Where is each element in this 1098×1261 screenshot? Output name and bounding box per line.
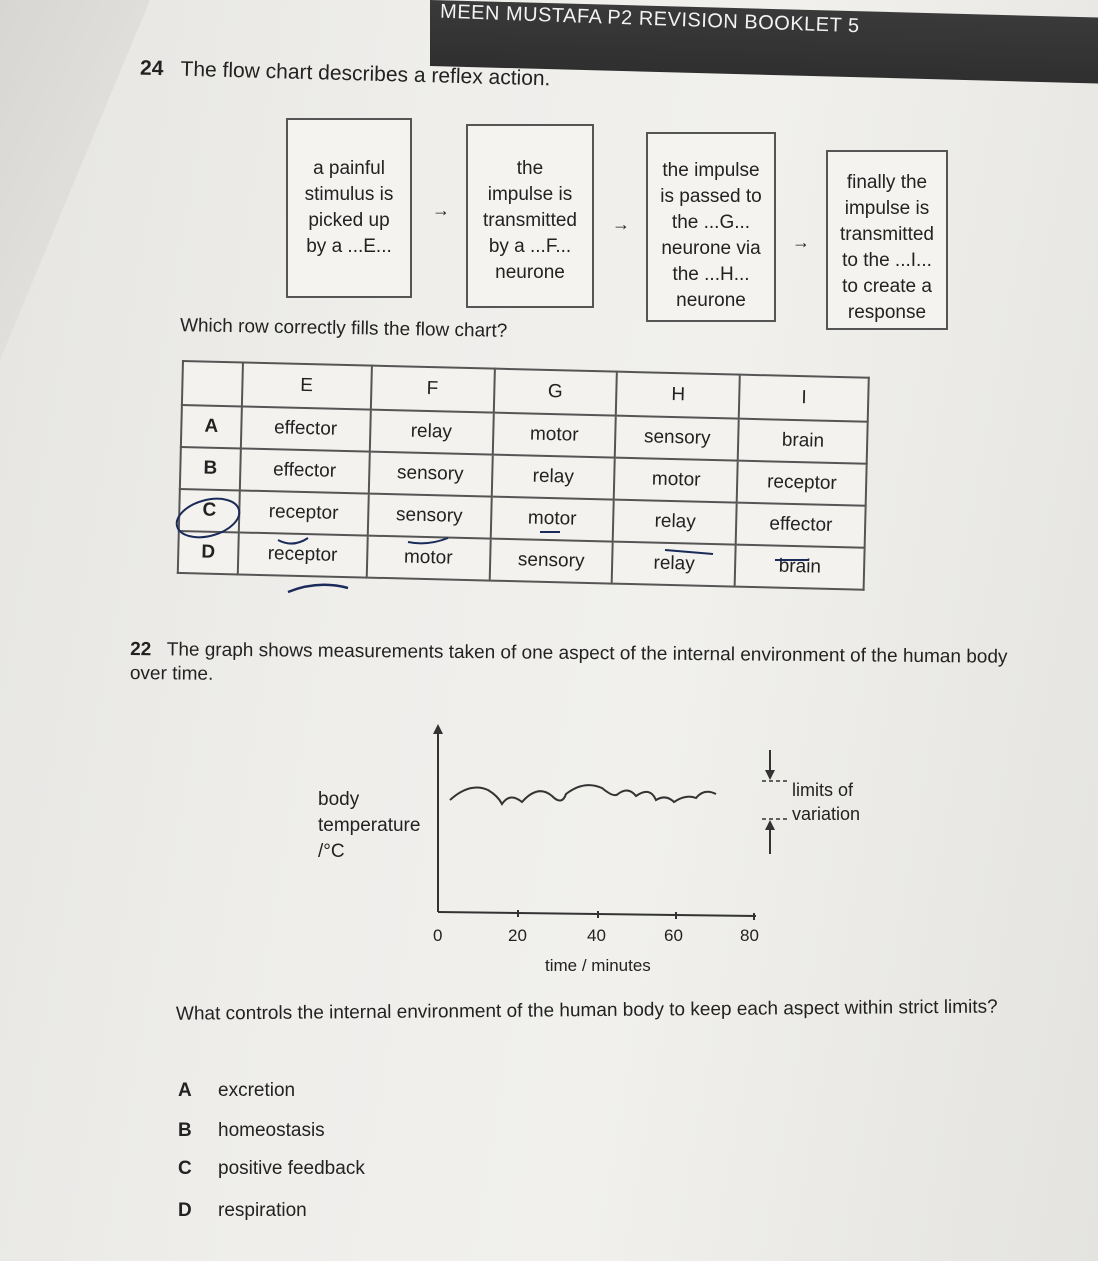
question-number: 24 xyxy=(139,56,164,81)
x-tick-label: 40 xyxy=(587,926,606,945)
flow-box-1 xyxy=(286,118,412,298)
table-cell: effector xyxy=(241,406,371,451)
answer-option[interactable] xyxy=(178,1120,325,1142)
flow-box-line: picked up xyxy=(308,210,390,231)
y-axis-arrow xyxy=(433,724,443,734)
x-tick-label: 0 xyxy=(433,926,443,945)
flow-box-line: response xyxy=(847,302,927,323)
table-cell: relay xyxy=(613,500,737,545)
limits-label xyxy=(792,778,860,826)
y-label-line: body xyxy=(318,789,360,810)
booklet-title: MEEN MUSTAFA P2 REVISION BOOKLET 5 xyxy=(439,0,860,38)
option-letter: B xyxy=(178,1120,192,1141)
table-cell: receptor xyxy=(238,532,368,577)
flow-box-line: transmitted xyxy=(483,210,577,231)
flow-box-line: by a ...E... xyxy=(306,236,392,257)
x-tick-label: 80 xyxy=(740,926,759,945)
flow-box-3 xyxy=(646,132,776,322)
question-text: The flow chart describes a reflex action. xyxy=(180,57,551,91)
flow-box-line: impulse is xyxy=(487,184,573,205)
flow-arrow: → xyxy=(612,214,630,234)
answer-option[interactable] xyxy=(178,1158,365,1180)
flow-box-line: to create a xyxy=(842,276,932,297)
table-header-cell: F xyxy=(370,366,494,413)
table-cell: relay xyxy=(491,455,615,500)
table-cell: motor xyxy=(490,497,614,542)
question-22-stem xyxy=(130,638,1040,694)
question-22-prompt: What controls the internal environment of the human body to keep each aspect within strict limits? xyxy=(175,996,998,1025)
x-tick-label: 20 xyxy=(508,926,527,945)
pen-underline xyxy=(288,585,348,592)
answer-option[interactable] xyxy=(178,1200,307,1222)
pen-underline xyxy=(408,538,448,543)
table-header-cell: I xyxy=(739,375,869,422)
flow-box-line: finally the xyxy=(846,172,928,193)
option-letter: C xyxy=(178,1158,192,1179)
pen-circle-mark xyxy=(172,492,243,543)
limit-arrowhead xyxy=(765,820,775,830)
flow-box-2 xyxy=(466,124,594,308)
flow-box-4 xyxy=(826,150,948,330)
table-cell: effector xyxy=(736,503,866,548)
answer-option[interactable] xyxy=(178,1080,295,1102)
table-cell: relay xyxy=(612,542,736,587)
table-header-cell: H xyxy=(616,372,740,419)
flow-box-line: the impulse xyxy=(662,160,760,181)
table-header-cell xyxy=(182,361,243,406)
option-letter: C xyxy=(179,489,240,532)
table-cell: sensory xyxy=(615,416,739,461)
flow-box-line: neurone xyxy=(676,290,746,311)
flow-box-line: neurone xyxy=(495,262,565,283)
x-tick-label: 60 xyxy=(664,926,683,945)
option-letter: A xyxy=(178,1080,192,1101)
flow-box-line: transmitted xyxy=(840,224,934,245)
graph-x-axis-label: time / minutes xyxy=(545,956,651,975)
option-text: positive feedback xyxy=(218,1158,365,1179)
flow-arrow: → xyxy=(792,232,810,252)
flow-box-line: impulse is xyxy=(844,198,930,219)
flow-box-line: stimulus is xyxy=(304,184,394,205)
option-text: respiration xyxy=(218,1200,307,1221)
option-letter: D xyxy=(178,1200,192,1221)
temperature-graph xyxy=(310,720,790,940)
option-letter: D xyxy=(178,531,239,574)
pen-underline xyxy=(665,550,713,554)
flow-box-line: to the ...I... xyxy=(842,250,932,271)
table-cell: sensory xyxy=(489,539,613,584)
table-cell: sensory xyxy=(367,494,491,539)
flow-box-line: a painful xyxy=(313,158,385,179)
temperature-line xyxy=(450,785,716,804)
table-cell: brain xyxy=(738,419,868,464)
table-header-cell: G xyxy=(493,369,617,416)
flow-box-line: the ...G... xyxy=(671,212,751,233)
table-cell: motor xyxy=(366,536,490,581)
flow-arrow: → xyxy=(432,200,450,220)
table-cell: brain xyxy=(735,545,865,590)
option-text: excretion xyxy=(218,1080,296,1101)
question-number: 22 xyxy=(130,639,152,661)
flow-box-line: the ...H... xyxy=(672,264,750,285)
question-24-prompt: Which row correctly fills the flow chart? xyxy=(179,315,508,342)
table-cell: motor xyxy=(614,458,738,503)
pen-annotations xyxy=(170,488,810,608)
table-cell: effector xyxy=(240,448,370,493)
y-label-line: /°C xyxy=(318,841,345,862)
table-cell: receptor xyxy=(239,490,369,535)
table-header-cell: E xyxy=(242,362,372,409)
limit-arrowhead xyxy=(765,770,775,780)
pen-underline xyxy=(278,538,308,544)
table-cell: receptor xyxy=(737,461,867,506)
flow-box-line: the xyxy=(516,158,544,179)
table-cell: sensory xyxy=(368,452,492,497)
option-letter: A xyxy=(181,405,242,448)
flow-box-line: is passed to xyxy=(660,186,762,207)
page-fold-shadow xyxy=(0,0,150,360)
question-text: The graph shows measurements taken of one aspect of the internal environment of the human body over time. xyxy=(129,639,1008,685)
option-text: homeostasis xyxy=(218,1120,325,1141)
y-label-line: temperature xyxy=(318,815,421,836)
limits-label-line: variation xyxy=(792,804,861,824)
table-cell: relay xyxy=(369,410,493,455)
flow-box-line: neurone via xyxy=(661,238,761,259)
option-letter: B xyxy=(180,447,241,490)
limits-label-line: limits of xyxy=(792,780,854,800)
flow-box-line: by a ...F... xyxy=(488,236,572,257)
table-cell: motor xyxy=(492,413,616,458)
